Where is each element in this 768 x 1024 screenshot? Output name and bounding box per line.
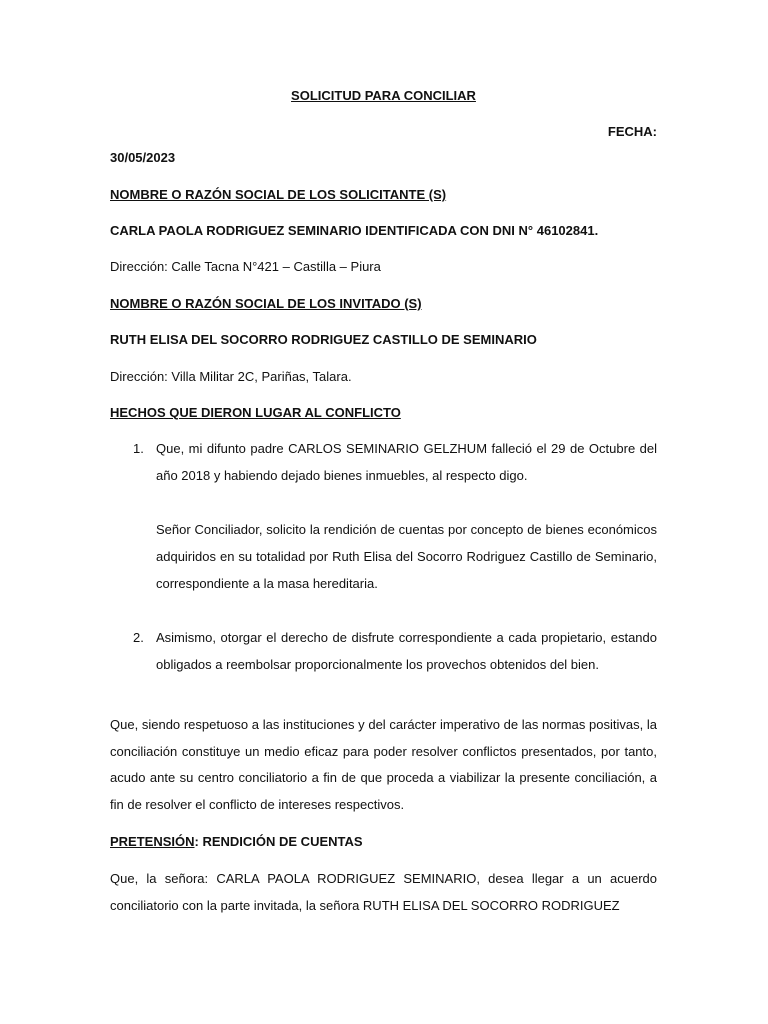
list-item-number: 2. [133, 630, 144, 645]
list-item-body [156, 516, 657, 597]
solicitante-name: CARLA PAOLA RODRIGUEZ SEMINARIO IDENTIFICADA CON DNI N° 46102841. [110, 223, 599, 238]
fecha-value: 30/05/2023 [110, 150, 176, 165]
solicitante-address: Dirección: Calle Tacna N°421 – Castilla – Piura [110, 259, 381, 274]
invitado-address: Dirección: Villa Militar 2C, Pariñas, Talara. [110, 369, 352, 384]
list-item-paragraph: Señor Conciliador, solicito la rendición de cuentas por concepto de bienes económicos adquiridos en su totalidad por Ruth Elisa del Socorro Rodriguez Castillo de Seminario, correspondiente a la masa hereditaria. [156, 522, 657, 591]
hechos-heading: HECHOS QUE DIERON LUGAR AL CONFLICTO [110, 405, 401, 420]
list-item-paragraph: Asimismo, otorgar el derecho de disfrute correspondiente a cada propietario, estando obligados a reembolsar proporcionalmente los provechos obtenidos del bien. [156, 630, 657, 672]
list-item-body [156, 435, 657, 489]
list-item-number: 1. [133, 441, 144, 456]
document-title: SOLICITUD PARA CONCILIAR [291, 88, 476, 103]
closing-paragraph: Que, siendo respetuoso a las instituciones y del carácter imperativo de las normas positivas, la conciliación constituye un medio eficaz para poder resolver conflictos presentados, por tanto, acudo ante su centro conciliatorio a fin de que proceda a viabilizar la presente conciliación, a fin de resolver el conflicto de intereses respectivos. [110, 717, 657, 812]
invitado-name: RUTH ELISA DEL SOCORRO RODRIGUEZ CASTILLO DE SEMINARIO [110, 332, 537, 347]
invitado-heading: NOMBRE O RAZÓN SOCIAL DE LOS INVITADO (S) [110, 296, 422, 311]
list-item-paragraph: Que, mi difunto padre CARLOS SEMINARIO GELZHUM falleció el 29 de Octubre del año 2018 y habiendo dejado bienes inmuebles, al respecto digo. [156, 441, 657, 483]
final-paragraph: Que, la señora: CARLA PAOLA RODRIGUEZ SEMINARIO, desea llegar a un acuerdo conciliatorio con la parte invitada, la señora RUTH ELISA DEL SOCORRO RODRIGUEZ [110, 871, 657, 913]
solicitante-heading: NOMBRE O RAZÓN SOCIAL DE LOS SOLICITANTE (S) [110, 187, 447, 202]
pretension-value: : RENDICIÓN DE CUENTAS [194, 834, 363, 849]
pretension-line [110, 834, 657, 849]
list-item-body [156, 624, 657, 678]
fecha-label: FECHA: [607, 124, 657, 139]
pretension-label: PRETENSIÓN [110, 834, 195, 849]
